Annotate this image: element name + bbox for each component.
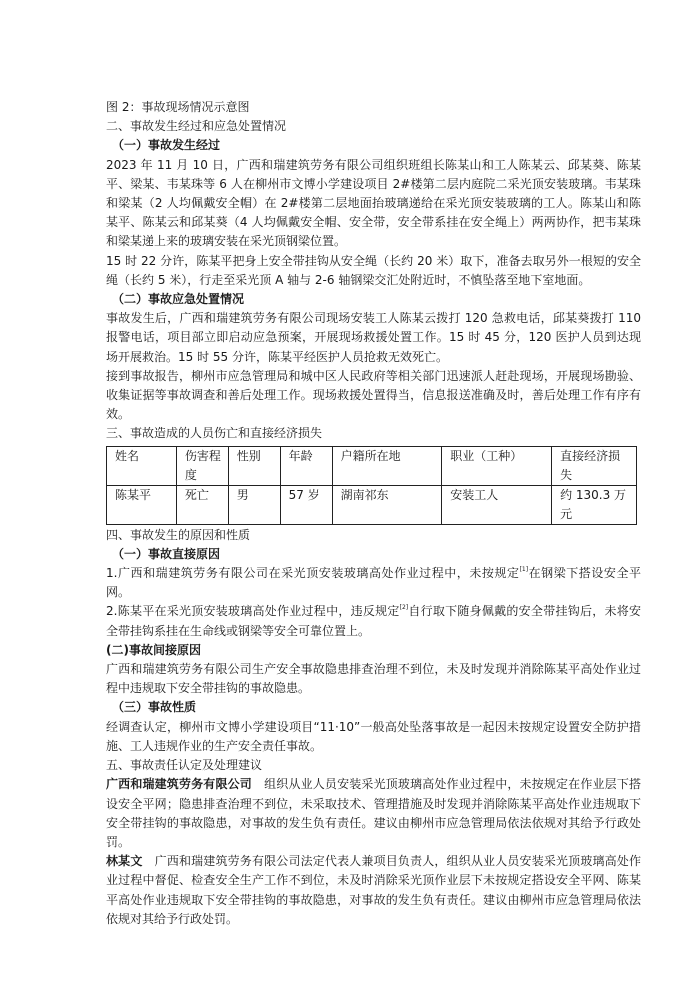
header-cell: 年龄 bbox=[280, 446, 332, 485]
paragraph-fall-description: 15 时 22 分许，陈某平把身上安全带挂钩从安全绳（长约 20 米）取下，准备去取另外一根短的安全绳（长约 5 米），行走至采光顶 A 轴与 2-6 轴钢梁交汇处附近时，不慎坠落至地下室地面。 bbox=[106, 253, 641, 287]
paragraph-accident-process: 2023 年 11 月 10 日，广西和瑞建筑劳务有限公司组织班组长陈某山和工人陈某云、邱某葵、陈某平、梁某、韦某珠等 6 人在柳州市文博小学建设项目 2#楼第二层内庭院二采光顶安装玻璃。韦某珠和梁某（2 人均佩戴安全帽）在 2#楼第二层地面抬玻璃递给在采光顶安装玻璃的工人。陈某山和陈某平、陈某云和邱某葵（4 人均佩戴安全帽、安全带，安全带系挂在安全绳上）两两协作，把韦某珠和梁某递上来的玻璃安装在采光顶钢梁位置。 bbox=[106, 157, 641, 249]
paragraph-accident-nature: 经调查认定，柳州市文博小学建设项目“11·10”一般高处坠落事故是一起因未按规定设置安全防护措施、工人违规作业的生产安全责任事故。 bbox=[106, 719, 641, 753]
paragraph-indirect-cause: 广西和瑞建筑劳务有限公司生产安全事故隐患排查治理不到位，未及时发现并消除陈某平高处作业过程中违规取下安全带挂钩的事故隐患。 bbox=[106, 662, 641, 696]
paragraph-investigation: 接到事故报告，柳州市应急管理局和城中区人民政府等相关部门迅速派人赶赴现场，开展现场勘验、收集证据等事故调查和善后处理工作。现场救援处置得当，信息报送准确及时，善后处理工作有序有效。 bbox=[106, 368, 641, 422]
section-5-heading: 五、事故责任认定及处理建议 bbox=[106, 758, 263, 773]
header-cell: 伤害程度 bbox=[176, 446, 228, 485]
section-3-heading: 三、事故造成的人员伤亡和直接经济损失 bbox=[106, 426, 323, 441]
table-cell: 陈某平 bbox=[107, 485, 177, 524]
document-page bbox=[106, 98, 641, 929]
header-cell: 职业（工种） bbox=[442, 446, 552, 485]
table-cell: 57 岁 bbox=[280, 485, 332, 524]
subsection-4-2-heading: (二)事故间接原因 bbox=[106, 642, 201, 657]
direct-cause-2-text: 2.陈某平在采光顶安装玻璃高处作业过程中，违反规定 bbox=[106, 604, 400, 619]
subsection-2-2-heading: （二）事故应急处置情况 bbox=[112, 292, 245, 307]
direct-cause-item-2 bbox=[106, 602, 641, 640]
direct-cause-2-text-end: 自行取下随身佩戴的安全带挂钩后，未将安全带挂钩系挂在生命线或钢梁等安全可靠位置上。 bbox=[106, 604, 641, 638]
subsection-4-3-heading: （三）事故性质 bbox=[112, 700, 197, 715]
subsection-2-1-heading: （一）事故发生经过 bbox=[112, 138, 221, 153]
direct-cause-item-1 bbox=[106, 564, 641, 602]
header-cell: 性别 bbox=[228, 446, 280, 485]
responsibility-person bbox=[106, 852, 641, 929]
paragraph-emergency-response: 事故发生后，广西和瑞建筑劳务有限公司现场安装工人陈某云拨打 120 急救电话，邱某葵拨打 110 报警电话，项目部立即启动应急预案，开展现场救援处置工作。15 时 45 分，120 医护人员到达现场开展救治。15 时 55 分许，陈某平经医护人员抢救无效死亡。 bbox=[106, 311, 641, 364]
table-cell: 安装工人 bbox=[442, 485, 552, 524]
table-header-row bbox=[107, 446, 637, 485]
person-responsibility-text: 广西和瑞建筑劳务有限公司法定代表人兼项目负责人，组织从业人员安装采光顶玻璃高处作业过程中督促、检查安全生产工作不到位，未及时消除采光顶作业层下未按规定搭设安全平网、陈某平高处作业违规取下安全带挂钩的事故隐患，对事故的发生负有责任。建议由柳州市应急管理局依法依规对其给予行政处罚。 bbox=[106, 854, 641, 926]
company-name: 广西和瑞建筑劳务有限公司 bbox=[106, 777, 252, 792]
table-cell: 男 bbox=[228, 485, 280, 524]
footnote-ref-1[interactable]: [1] bbox=[519, 566, 529, 574]
header-cell: 户籍所在地 bbox=[332, 446, 442, 485]
company-responsibility-text: 组织从业人员安装采光顶玻璃高处作业过程中，未按规定在作业层下搭设安全平网；隐患排查治理不到位，未采取技术、管理措施及时发现并消除陈某平高处作业违规取下安全带挂钩的事故隐患，对事故的发生负有责任。建议由柳州市应急管理局依法依规对其给予行政处罚。 bbox=[106, 777, 641, 849]
table-cell: 约 130.3 万元 bbox=[552, 485, 637, 524]
responsibility-company bbox=[106, 775, 641, 852]
direct-cause-1-text: 1.广西和瑞建筑劳务有限公司在采光顶安装玻璃高处作业过程中，未按规定 bbox=[106, 566, 520, 581]
subsection-4-1-heading: （一）事故直接原因 bbox=[112, 546, 221, 561]
footnote-ref-2[interactable]: [2] bbox=[399, 604, 409, 612]
table-cell: 湖南祁东 bbox=[332, 485, 442, 524]
header-cell: 姓名 bbox=[107, 446, 177, 485]
header-cell: 直接经济损失 bbox=[552, 446, 637, 485]
figure-caption: 图 2：事故现场情况示意图 bbox=[106, 100, 250, 114]
section-4-heading: 四、事故发生的原因和性质 bbox=[106, 527, 251, 542]
table-cell: 死亡 bbox=[176, 485, 228, 524]
direct-cause-1-text-end: 在钢梁下搭设安全平网。 bbox=[106, 566, 641, 600]
casualty-table bbox=[106, 446, 637, 525]
person-name: 林某文 bbox=[106, 854, 143, 869]
table-row bbox=[107, 485, 637, 524]
section-2-heading: 二、事故发生经过和应急处置情况 bbox=[106, 119, 287, 134]
